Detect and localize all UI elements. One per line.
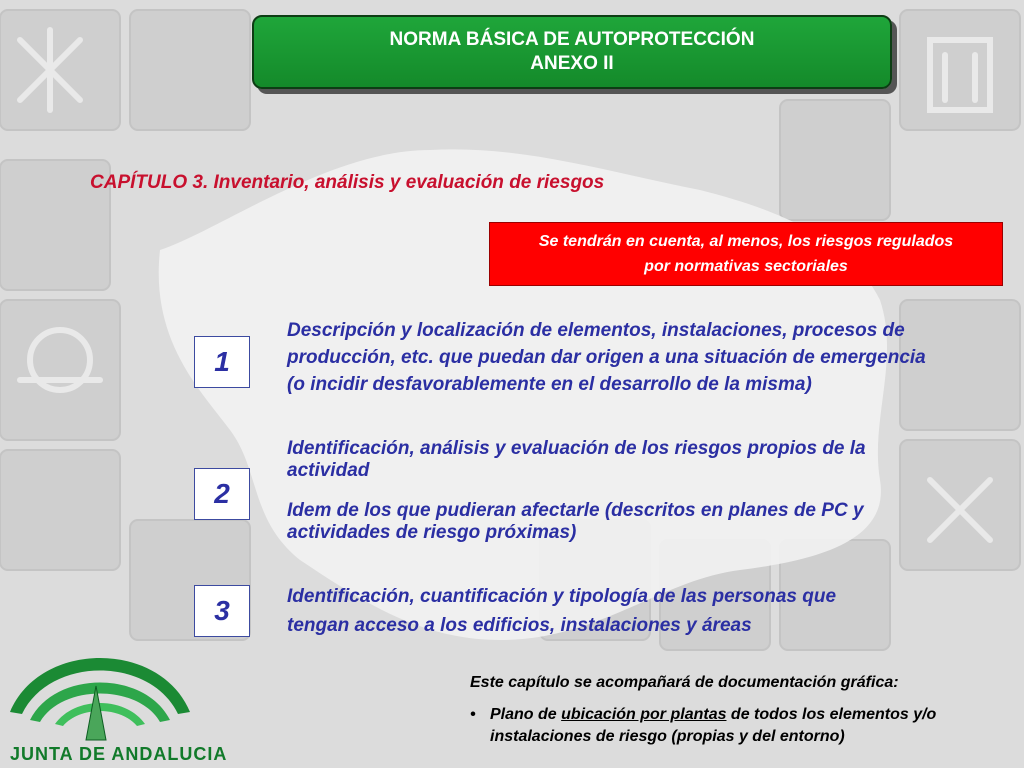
item-number-1: 1 [194,336,250,388]
bullet-icon: • [470,706,476,723]
header-title-line2: ANEXO II [530,53,614,74]
item-2-para1-line1: Identificación, análisis y evaluación de los riesgos propios de la [287,438,866,459]
item-1-line2: producción, etc. que puedan dar origen a una situación de emergencia [287,347,926,368]
item-1-line3: (o incidir desfavorablemente en el desarrollo de la misma) [287,374,812,395]
item-3-text [287,582,1007,640]
item-2-para1-line2: actividad [287,460,370,481]
chapter-title: CAPÍTULO 3. Inventario, análisis y evaluación de riesgos [90,172,605,193]
item-1-line1: Descripción y localización de elementos, instalaciones, procesos de [287,320,905,341]
documentation-bullet [470,704,1015,748]
ubicacion-underlined: ubicación por plantas [561,706,727,723]
item-number-3: 3 [194,585,250,637]
item-3-line1: Identificación, cuantificación y tipología de las personas que [287,586,837,607]
item-2-para2-line1: Idem de los que pudieran afectarle (descritos en planes de PC y [287,500,864,521]
item-3-line2: tengan acceso a los edificios, instalaciones y áreas [287,615,752,636]
note-line1: Se tendrán en cuenta, al menos, los riesgos regulados [538,233,954,250]
documentation-note [470,672,1015,748]
header-title-line1: NORMA BÁSICA DE AUTOPROTECCIÓN [389,29,755,50]
item-1-text [287,317,1007,398]
logo-text: JUNTA DE ANDALUCIA [10,744,228,764]
regulated-risks-note [489,222,1003,286]
documentation-intro: Este capítulo se acompañará de documentación gráfica: [470,674,899,691]
item-2-text [287,438,1007,544]
item-2-para2-line2: actividades de riesgo próximas) [287,522,577,543]
item-number-2: 2 [194,468,250,520]
header-banner [252,15,892,89]
documentation-bullet-text: Plano de ubicación por plantas de todos los elementos y/o instalaciones de riesgo (propias y del entorno) [490,706,937,745]
note-line2: por normativas sectoriales [644,258,848,275]
